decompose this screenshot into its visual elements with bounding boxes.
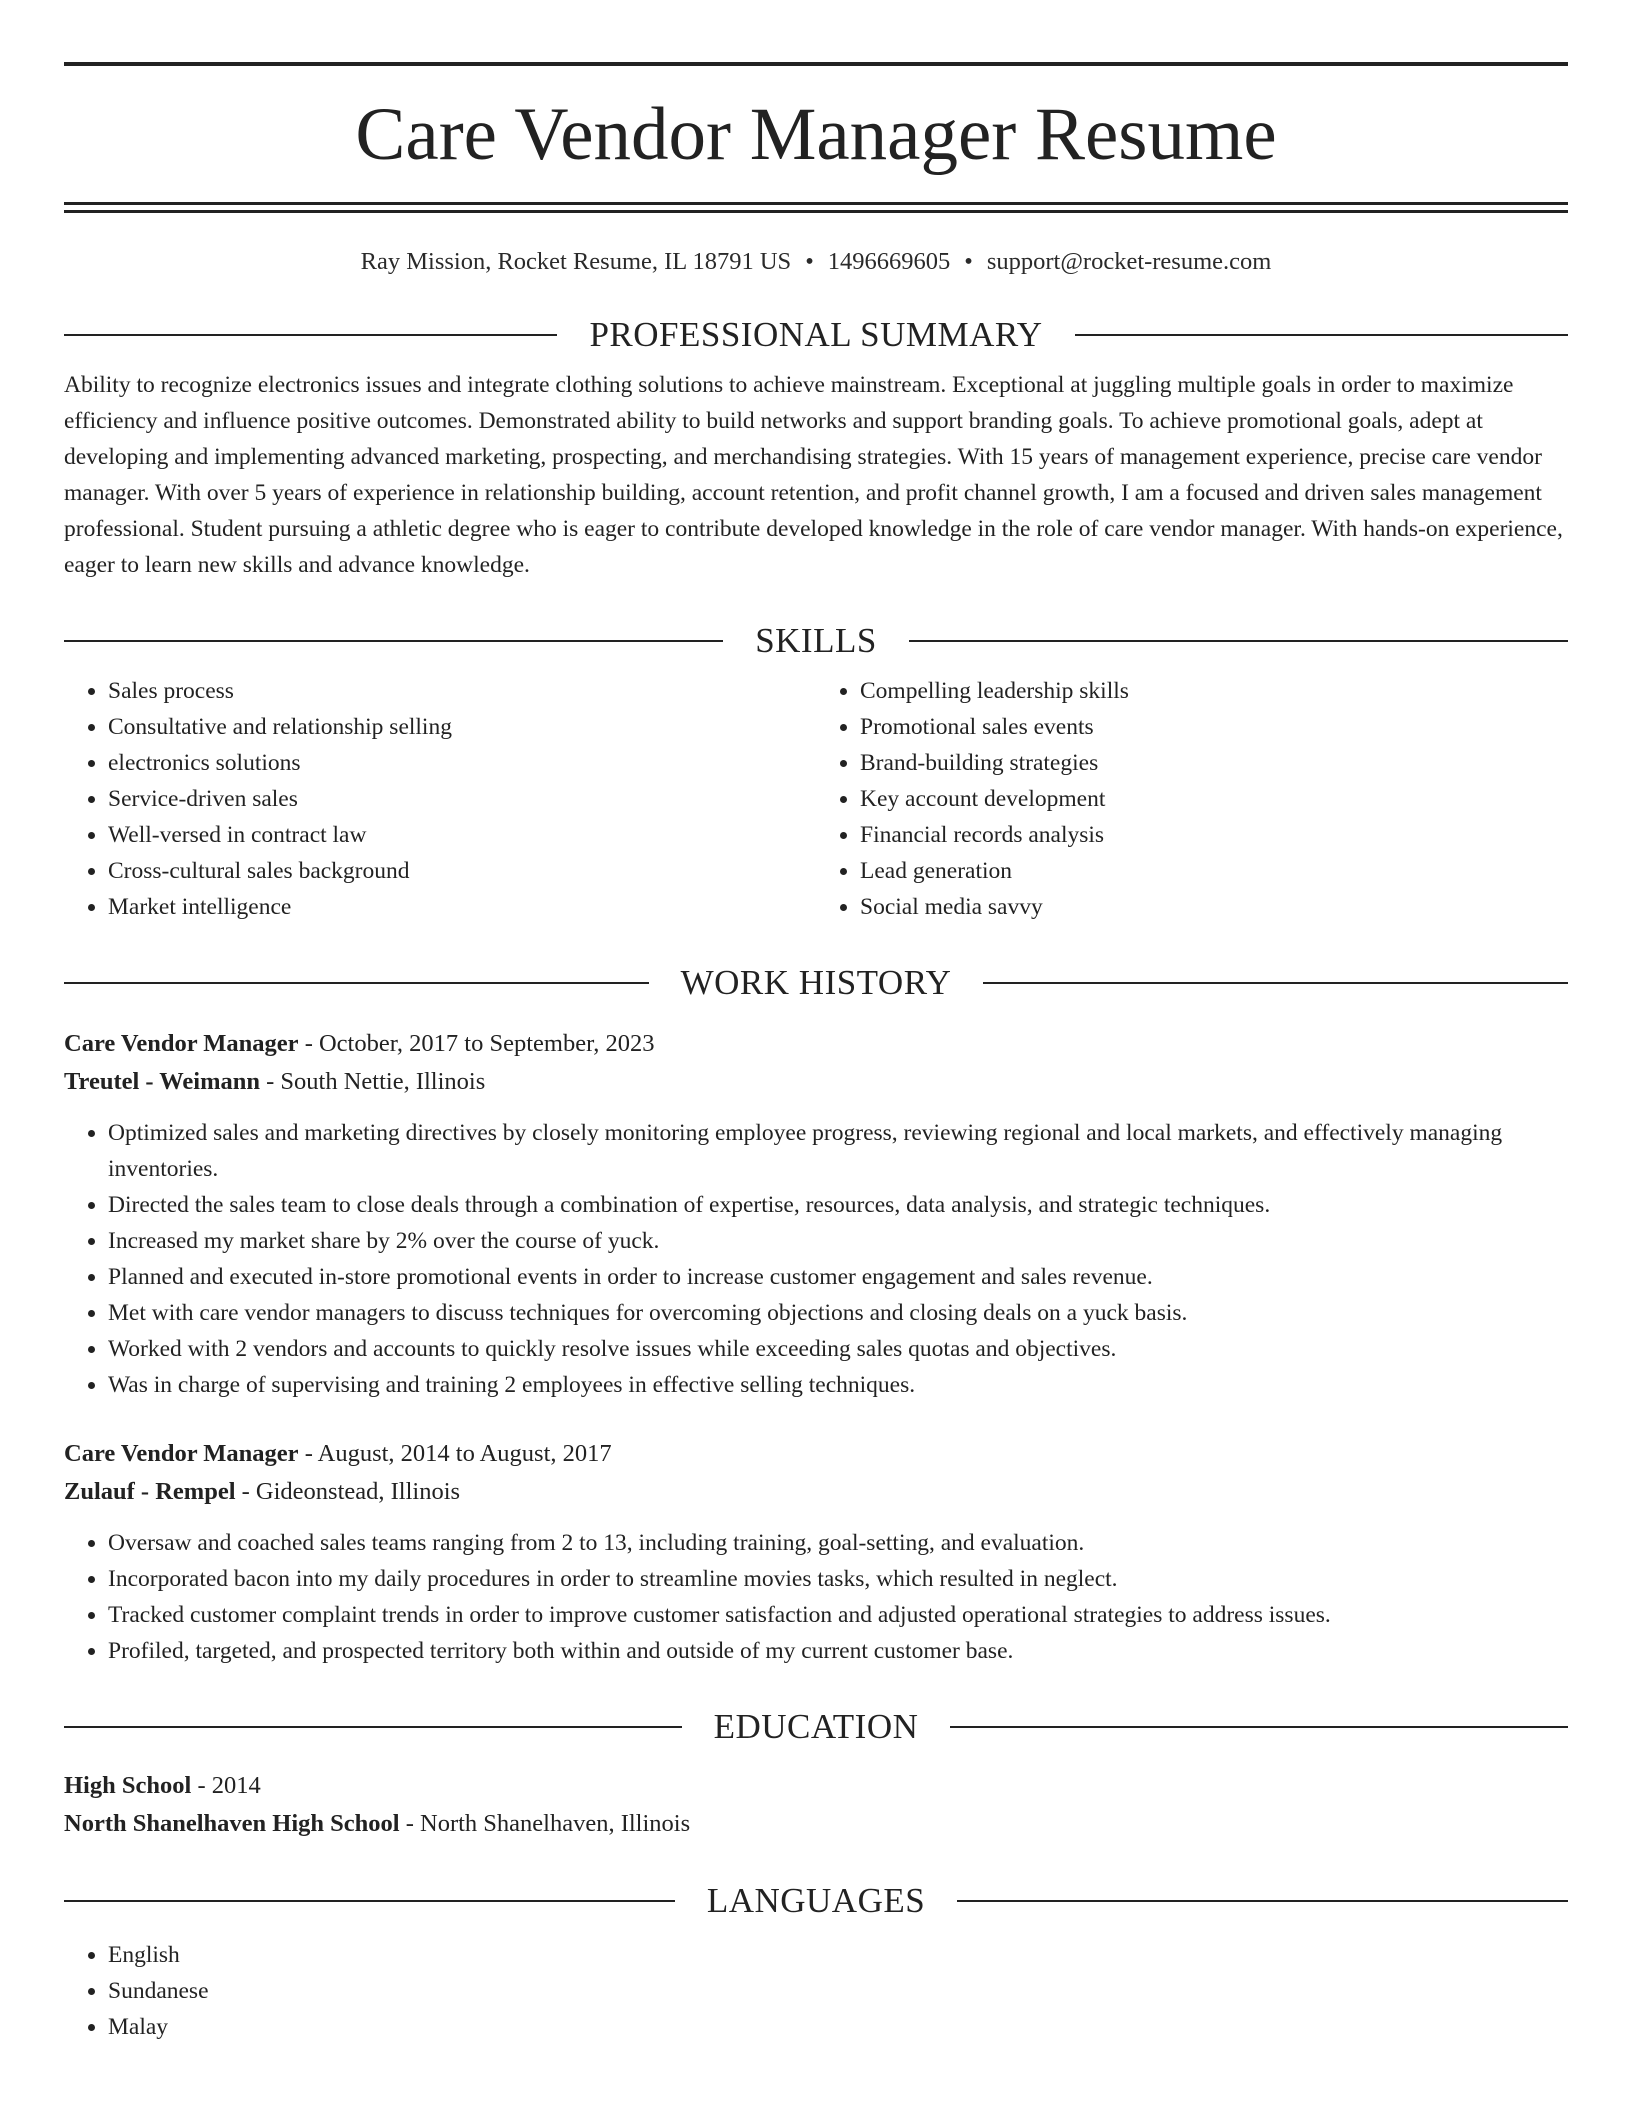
section-title-work: WORK HISTORY: [680, 963, 952, 1002]
job-title-line: [64, 1025, 1568, 1063]
skill-item: • Promotional sales events: [860, 709, 1568, 745]
education-degree: High School: [64, 1772, 192, 1799]
job-dates: - October, 2017 to September, 2023: [298, 1030, 655, 1057]
languages-list: [64, 1937, 1568, 2045]
job-bullet: • Planned and executed in-store promotional events in order to increase customer engagement and sales revenue.: [108, 1259, 1568, 1295]
skill-item: • Financial records analysis: [860, 817, 1568, 853]
education-school-line: [64, 1805, 1568, 1843]
contact-separator: •: [805, 248, 814, 275]
job-bullet: • Optimized sales and marketing directives by closely monitoring employee progress, reviewing regional and local markets, and effectively managing inventories.: [108, 1115, 1568, 1187]
section-rule: [957, 1900, 1568, 1902]
section-rule: [983, 982, 1568, 984]
language-item: • Sundanese: [108, 1973, 1568, 2009]
section-rule: [64, 1900, 675, 1902]
skills-list-left: [64, 673, 816, 925]
skills-columns: [64, 673, 1568, 925]
skill-item: • Cross-cultural sales background: [108, 853, 816, 889]
section-title-summary: PROFESSIONAL SUMMARY: [589, 315, 1043, 354]
job-dates: - August, 2014 to August, 2017: [298, 1440, 612, 1467]
section-header-summary: [64, 315, 1568, 355]
education-year: - 2014: [191, 1772, 261, 1799]
job-company: Treutel - Weimann: [64, 1068, 260, 1095]
section-rule: [909, 640, 1568, 642]
education-location: - North Shanelhaven, Illinois: [399, 1810, 691, 1837]
job-bullets: [64, 1115, 1568, 1403]
contact-phone: 1496669605: [827, 248, 951, 275]
section-header-languages: [64, 1881, 1568, 1921]
section-rule: [64, 334, 557, 336]
section-title-education: EDUCATION: [713, 1707, 919, 1746]
job-bullet: • Worked with 2 vendors and accounts to quickly resolve issues while exceeding sales quotas and objectives.: [108, 1331, 1568, 1367]
job-title-line: [64, 1435, 1568, 1473]
skill-item: • Consultative and relationship selling: [108, 709, 816, 745]
contact-line: [64, 247, 1568, 277]
section-header-education: [64, 1707, 1568, 1747]
section-title-languages: LANGUAGES: [706, 1881, 926, 1920]
section-header-work: [64, 963, 1568, 1003]
contact-address: Ray Mission, Rocket Resume, IL 18791 US: [360, 248, 792, 275]
job-bullet: • Tracked customer complaint trends in order to improve customer satisfaction and adjusted operational strategies to address issues.: [108, 1597, 1568, 1633]
job-bullet: • Oversaw and coached sales teams ranging from 2 to 13, including training, goal-setting, and evaluation.: [108, 1525, 1568, 1561]
job-entry: [64, 1435, 1568, 1669]
job-title: Care Vendor Manager: [64, 1030, 299, 1057]
section-header-skills: [64, 621, 1568, 661]
education-school: North Shanelhaven High School: [64, 1810, 400, 1837]
job-company-line: [64, 1473, 1568, 1511]
skill-item: • Social media savvy: [860, 889, 1568, 925]
job-company: Zulauf - Rempel: [64, 1478, 236, 1505]
contact-separator: •: [964, 248, 973, 275]
skill-item: • Well-versed in contract law: [108, 817, 816, 853]
top-rule: [64, 62, 1568, 66]
section-rule: [1075, 334, 1568, 336]
skill-item: • Market intelligence: [108, 889, 816, 925]
language-item: • Malay: [108, 2009, 1568, 2045]
job-location: - South Nettie, Illinois: [260, 1068, 486, 1095]
job-entry: [64, 1025, 1568, 1403]
job-bullet: • Met with care vendor managers to discuss techniques for overcoming objections and closing deals on a yuck basis.: [108, 1295, 1568, 1331]
skill-item: • Compelling leadership skills: [860, 673, 1568, 709]
skill-item: • Sales process: [108, 673, 816, 709]
section-rule: [64, 982, 649, 984]
education-entry: [64, 1767, 1568, 1843]
skill-item: • electronics solutions: [108, 745, 816, 781]
job-bullet: • Directed the sales team to close deals through a combination of expertise, resources, data analysis, and strategic techniques.: [108, 1187, 1568, 1223]
skill-item: • Brand-building strategies: [860, 745, 1568, 781]
section-rule: [950, 1726, 1568, 1728]
job-location: - Gideonstead, Illinois: [235, 1478, 461, 1505]
job-bullets: [64, 1525, 1568, 1669]
contact-email: support@rocket-resume.com: [986, 248, 1272, 275]
job-company-line: [64, 1063, 1568, 1101]
section-rule: [64, 640, 723, 642]
language-item: • English: [108, 1937, 1568, 1973]
job-bullet: • Was in charge of supervising and training 2 employees in effective selling techniques.: [108, 1367, 1568, 1403]
title-double-rule: [64, 202, 1568, 213]
skill-item: • Lead generation: [860, 853, 1568, 889]
summary-paragraph: Ability to recognize electronics issues and integrate clothing solutions to achieve mainstream. Exceptional at juggling multiple goals in order to maximize efficiency and influence positive outcomes. Demonstrated ability to build networks and support branding goals. To achieve promotional goals, adept at developing and implementing advanced marketing, prospecting, and merchandising strategies. With 15 years of management experience, precise care vendor manager. With over 5 years of experience in relationship building, account retention, and profit channel growth, I am a focused and driven sales management professional. Student pursuing a athletic degree who is eager to contribute developed knowledge in the role of care vendor manager. With hands-on experience, eager to learn new skills and advance knowledge.: [64, 372, 1563, 578]
skill-item: • Service-driven sales: [108, 781, 816, 817]
section-rule: [64, 1726, 682, 1728]
job-bullet: • Increased my market share by 2% over the course of yuck.: [108, 1223, 1568, 1259]
skills-list-right: [816, 673, 1568, 925]
skill-item: • Key account development: [860, 781, 1568, 817]
resume-title: Care Vendor Manager Resume: [355, 93, 1277, 176]
education-degree-line: [64, 1767, 1568, 1805]
section-title-skills: SKILLS: [755, 621, 877, 660]
job-title: Care Vendor Manager: [64, 1440, 299, 1467]
job-bullet: • Incorporated bacon into my daily procedures in order to streamline movies tasks, which resulted in neglect.: [108, 1561, 1568, 1597]
job-bullet: • Profiled, targeted, and prospected territory both within and outside of my current customer base.: [108, 1633, 1568, 1669]
